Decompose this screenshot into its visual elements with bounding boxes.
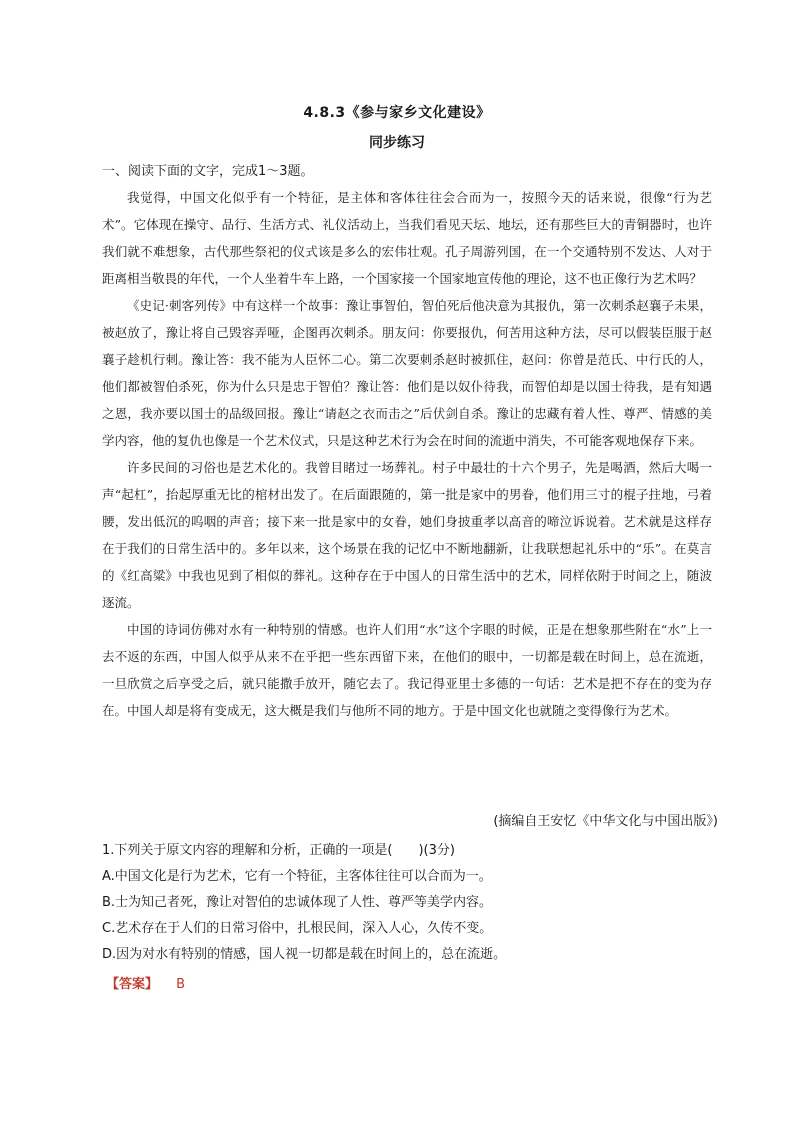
option-a: A.中国文化是行为艺术，它有一个特征，主客体往往可以合而为一。: [102, 869, 492, 884]
passage-paragraph-4: 中国的诗词仿佛对水有一种特别的情感。也许人们用“水”这个字眼的时候，正是在想象那些附在“水”上一去不返的东西，中国人似乎从来不在乎把一些东西留下来，在他们的眼中，一切都是载在时间上，总在流逝，一旦欣赏之后享受之后，就只能撒手放开，随它去了。我记得亚里士多德的一句话：艺术是把不存在的变为存在。中国人却是将有变成无，这大概是我们与他所不同的地方。于是中国文化也就随之变得像行为艺术。: [102, 622, 712, 718]
answer-value: B: [176, 977, 186, 992]
answer-label: 【答案】: [106, 977, 159, 992]
option-b: B.士为知己者死，豫让对智伯的忠诚体现了人性、尊严等美学内容。: [102, 895, 493, 910]
passage-paragraph-3: 许多民间的习俗也是艺术化的。我曾目睹过一场葬礼。村子中最壮的十六个男子，先是喝酒，然后大喝一声“起杠”，抬起厚重无比的棺材出发了。在后面跟随的，第一批是家中的男眷，他们用三寸的棍子拄地，弓着腰，发出低沉的呜咽的声音；接下来一批是家中的女眷，她们身披重孝以高音的啼泣诉说着。艺术就是这样存在于我们的日常生活中的。多年以来，这个场景在我的记忆中不断地翻新，让我联想起礼乐中的“乐”。在莫言的《红高粱》中我也见到了相似的葬礼。这种存在于中国人的日常生活中的艺术，同样依附于时间之上，随波逐流。: [102, 460, 712, 610]
reading-passage: [102, 184, 712, 724]
question-stem: 1.下列关于原文内容的理解和分析，正确的一项是( )(3分): [102, 843, 455, 858]
passage-paragraph-1: 我觉得，中国文化似乎有一个特征，是主体和客体往往会合而为一，按照今天的话来说，很像“行为艺术”。它体现在操守、品行、生活方式、礼仪活动上，当我们看见天坛、地坛，还有那些巨大的青铜器时，也许我们就不难想象，古代那些祭祀的仪式该是多么的宏伟壮观。孔子周游列国，在一个交通特别不发达、人对于距离相当敬畏的年代，一个人坐着牛车上路，一个国家接一个国家地宣传他的理论，这不也正像行为艺术吗？: [102, 190, 712, 286]
answer-line: [106, 973, 185, 992]
option-c: C.艺术存在于人们的日常习俗中，扎根民间，深入人心，久传不变。: [102, 921, 493, 936]
passage-paragraph-2: 《史记·刺客列传》中有这样一个故事：豫让事智伯，智伯死后他决意为其报仇，第一次刺杀赵襄子未果，被赵放了，豫让将自己毁容弄哑，企图再次刺杀。朋友问：你要报仇，何苦用这种方法，尽可以假装臣服于赵襄子趁机行刺。豫让答：我不能为人臣怀二心。第二次要刺杀赵时被抓住，赵问：你曾是范氏、中行氏的人，他们都被智伯杀死，你为什么只是忠于智伯？豫让答：他们是以奴仆待我，而智伯却是以国士待我，是有知遇之恩，我亦要以国士的品级回报。豫让“请赵之衣而击之”后伏剑自杀。豫让的忠藏有着人性、尊严、情感的美学内容，他的复仇也像是一个艺术仪式，只是这种艺术行为会在时间的流逝中消失，不可能客观地保存下来。: [102, 298, 712, 448]
question-block: [102, 838, 722, 968]
document-title: 4.8.3《参与家乡文化建设》: [303, 105, 491, 121]
document-subtitle: 同步练习: [369, 135, 425, 151]
option-d: D.因为对水有特别的情感，国人视一切都是载在时间上的，总在流逝。: [102, 947, 507, 962]
passage-source: (摘编自王安忆《中华文化与中国出版》): [493, 814, 718, 829]
section-instruction: 一、阅读下面的文字，完成1～3题。: [102, 164, 314, 179]
